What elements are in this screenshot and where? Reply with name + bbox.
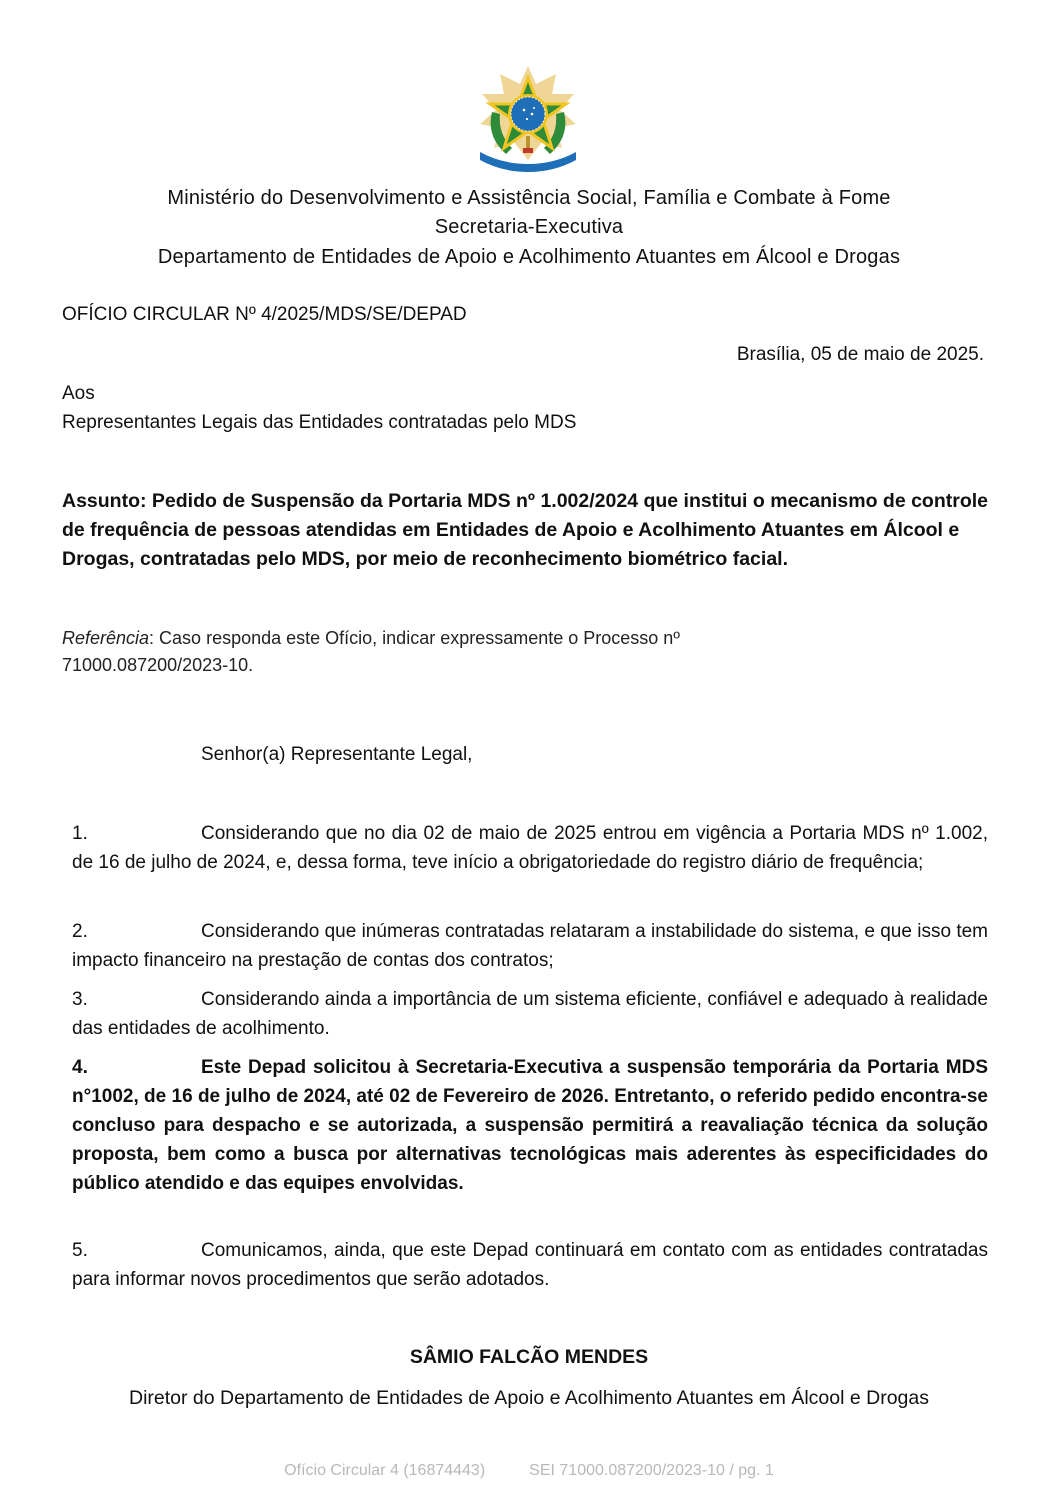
document-number: OFÍCIO CIRCULAR Nº 4/2025/MDS/SE/DEPAD	[62, 304, 467, 325]
secretariat-name: Secretaria-Executiva	[434, 216, 624, 238]
signatory-name: SÂMIO FALCÃO MENDES	[409, 1346, 649, 1368]
brazil-coat-of-arms-icon	[472, 64, 584, 176]
paragraph-5	[72, 1236, 988, 1294]
footer-doc-id: Ofício Circular 4 (16874443)	[284, 1462, 486, 1479]
paragraph-2	[72, 917, 988, 975]
greeting: Senhor(a) Representante Legal,	[201, 744, 473, 765]
department-name: Departamento de Entidades de Apoio e Acolhimento Atuantes em Álcool e Drogas	[157, 246, 901, 268]
recipient-prefix: Aos	[62, 383, 95, 404]
paragraph-text: Este Depad solicitou à Secretaria-Executiva a suspensão temporária da Portaria MDS n°1002, de 16 de julho de 2024, até 02 de Fevereiro de 2026. Entretanto, o referido pedido encontra-se concluso para despacho e se autorizada, a suspensão permitirá a reavaliação técnica da solução proposta, bem como a busca por alternativas tecnológicas mais aderentes às especificidades do público atendido e das equipes envolvidas.	[72, 1057, 988, 1194]
paragraph-number: 1.	[72, 823, 88, 844]
paragraph-number: 4.	[72, 1057, 88, 1078]
paragraph-number: 2.	[72, 921, 88, 942]
reference	[62, 625, 842, 679]
reference-text: : Caso responda este Ofício, indicar expressamente o Processo nº 71000.087200/2023-10.	[62, 628, 680, 675]
paragraph-4	[72, 1053, 988, 1198]
page-footer	[0, 1462, 1058, 1480]
paragraph-text: Considerando que inúmeras contratadas relataram a instabilidade do sistema, e que isso tem impacto financeiro na prestação de contas dos contratos;	[72, 921, 988, 971]
paragraph-text: Considerando que no dia 02 de maio de 2025 entrou em vigência a Portaria MDS nº 1.002, de 16 de julho de 2024, e, dessa forma, teve início a obrigatoriedade do registro diário de frequência;	[72, 823, 988, 873]
paragraph-number: 3.	[72, 989, 88, 1010]
reference-label: Referência	[62, 628, 150, 648]
recipient: Representantes Legais das Entidades contratadas pelo MDS	[62, 412, 577, 433]
footer-process-page: SEI 71000.087200/2023-10 / pg. 1	[529, 1462, 774, 1479]
signatory-role: Diretor do Departamento de Entidades de Apoio e Acolhimento Atuantes em Álcool e Drogas	[129, 1387, 929, 1409]
paragraph-number: 5.	[72, 1240, 88, 1261]
ministry-name: Ministério do Desenvolvimento e Assistência Social, Família e Combate à Fome	[167, 187, 891, 209]
paragraph-text: Comunicamos, ainda, que este Depad continuará em contato com as entidades contratadas para informar novos procedimentos que serão adotados.	[72, 1240, 988, 1290]
paragraph-3	[72, 985, 988, 1043]
subject: Assunto: Pedido de Suspensão da Portaria MDS nº 1.002/2024 que institui o mecanismo de controle de frequência de pessoas atendidas em Entidades de Apoio e Acolhimento Atuantes em Álcool e Drogas, contratadas pelo MDS, por meio de reconhecimento biométrico facial.	[62, 490, 989, 570]
paragraph-text: Considerando ainda a importância de um sistema eficiente, confiável e adequado à realidade das entidades de acolhimento.	[72, 989, 988, 1039]
document-date: Brasília, 05 de maio de 2025.	[736, 344, 984, 365]
paragraph-1	[72, 819, 988, 877]
